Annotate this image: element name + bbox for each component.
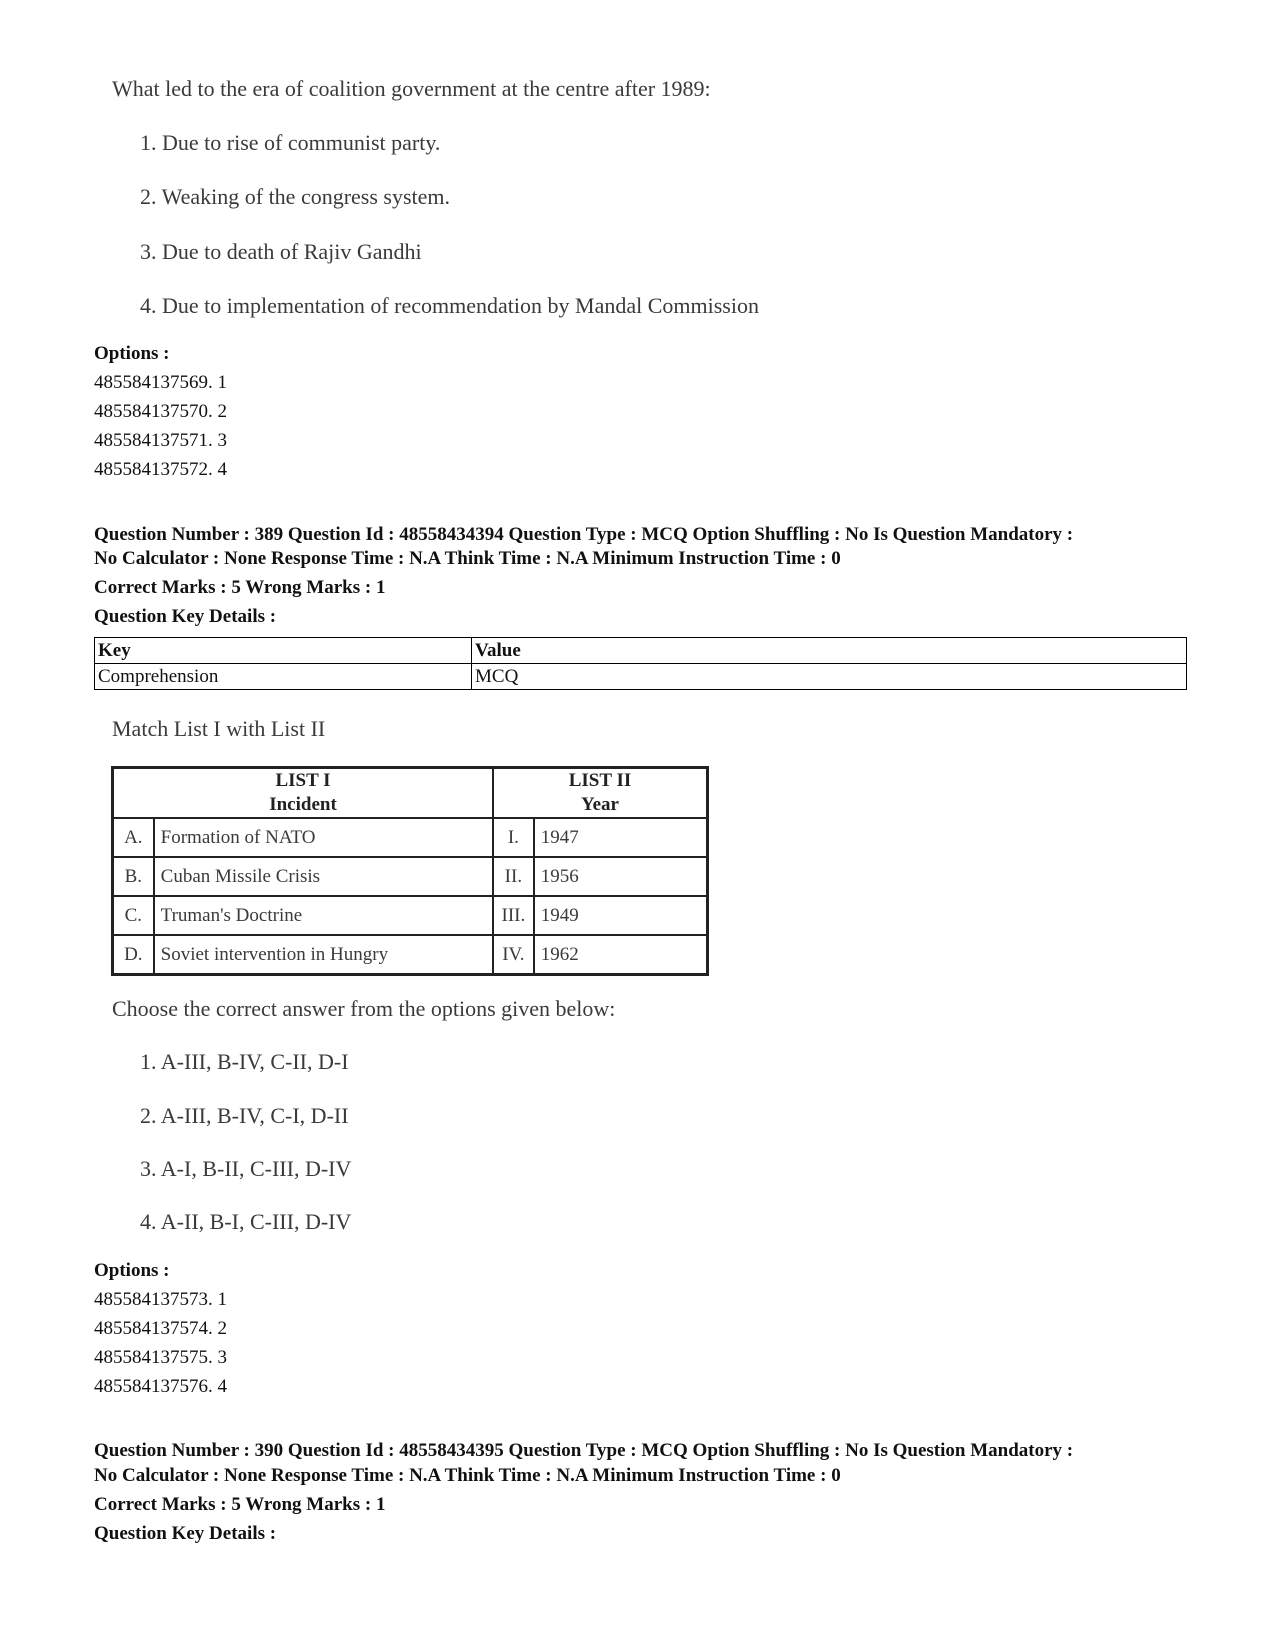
match-list-table [111,766,709,976]
list-2-index: III. [493,896,534,935]
question-389-meta-line-2: No Calculator : None Response Time : N.A Think Time : N.A Minimum Instruction Time : 0 [94,548,841,569]
question-389-choose-text: Choose the correct answer from the options given below: [112,996,616,1021]
question-388-choice-3: 3. Due to death of Rajiv Gandhi [140,239,422,264]
list-2-item: 1949 [534,896,708,935]
option-id-388-1: 485584137569. 1 [94,372,227,393]
question-389-choice-4: 4. A-II, B-I, C-III, D-IV [140,1209,352,1234]
list-1-item: Formation of NATO [154,818,493,857]
option-id-388-3: 485584137571. 3 [94,430,227,451]
value-header: Value [472,638,1187,664]
question-389-choice-3: 3. A-I, B-II, C-III, D-IV [140,1156,352,1181]
question-388-text: What led to the era of coalition government at the centre after 1989: [112,76,711,101]
option-id-389-1: 485584137573. 1 [94,1289,227,1310]
list-1-title: LIST I [275,770,331,791]
list-1-index: B. [113,857,154,896]
question-389-choice-1: 1. A-III, B-IV, C-II, D-I [140,1049,349,1074]
list-1-item: Soviet intervention in Hungry [154,935,493,975]
list-2-item: 1956 [534,857,708,896]
list-2-index: IV. [493,935,534,975]
list-1-item: Truman's Doctrine [154,896,493,935]
option-id-389-2: 485584137574. 2 [94,1318,227,1339]
question-389-meta-line-1: Question Number : 389 Question Id : 48558434394 Question Type : MCQ Option Shuffling : No Is Question Mandatory : [94,524,1074,545]
question-389-key-details-label: Question Key Details : [94,606,277,627]
list-1-index: D. [113,935,154,975]
question-388-choice-2: 2. Weaking of the congress system. [140,184,451,209]
question-389-choice-2: 2. A-III, B-IV, C-I, D-II [140,1103,349,1128]
question-390-key-details-label: Question Key Details : [94,1523,277,1544]
question-388-choice-1: 1. Due to rise of communist party. [140,130,441,155]
value-cell: MCQ [472,664,1187,690]
options-label-389: Options : [94,1260,170,1281]
option-id-388-4: 485584137572. 4 [94,459,227,480]
list-1-item: Cuban Missile Crisis [154,857,493,896]
question-389-text: Match List I with List II [112,716,326,741]
key-cell: Comprehension [95,664,472,690]
list-1-header [113,768,494,819]
match-row [113,896,708,935]
list-1-index: A. [113,818,154,857]
option-id-389-4: 485584137576. 4 [94,1376,227,1397]
list-2-subtitle: Year [581,794,619,815]
list-1-subtitle: Incident [269,794,337,815]
option-id-388-2: 485584137570. 2 [94,401,227,422]
list-2-index: II. [493,857,534,896]
list-2-index: I. [493,818,534,857]
question-389-marks: Correct Marks : 5 Wrong Marks : 1 [94,577,386,598]
match-row [113,935,708,975]
question-key-table [94,637,1187,690]
key-header: Key [95,638,472,664]
question-390-meta-line-1: Question Number : 390 Question Id : 48558434395 Question Type : MCQ Option Shuffling : No Is Question Mandatory : [94,1440,1074,1461]
list-2-item: 1947 [534,818,708,857]
list-2-item: 1962 [534,935,708,975]
match-row [113,818,708,857]
list-1-index: C. [113,896,154,935]
match-row [113,857,708,896]
list-2-title: LIST II [568,770,632,791]
list-2-header [493,768,708,819]
question-388-choice-4: 4. Due to implementation of recommendation by Mandal Commission [140,293,759,318]
option-id-389-3: 485584137575. 3 [94,1347,227,1368]
options-label-388: Options : [94,343,170,364]
question-390-marks: Correct Marks : 5 Wrong Marks : 1 [94,1494,386,1515]
question-390-meta-line-2: No Calculator : None Response Time : N.A Think Time : N.A Minimum Instruction Time : 0 [94,1465,841,1486]
